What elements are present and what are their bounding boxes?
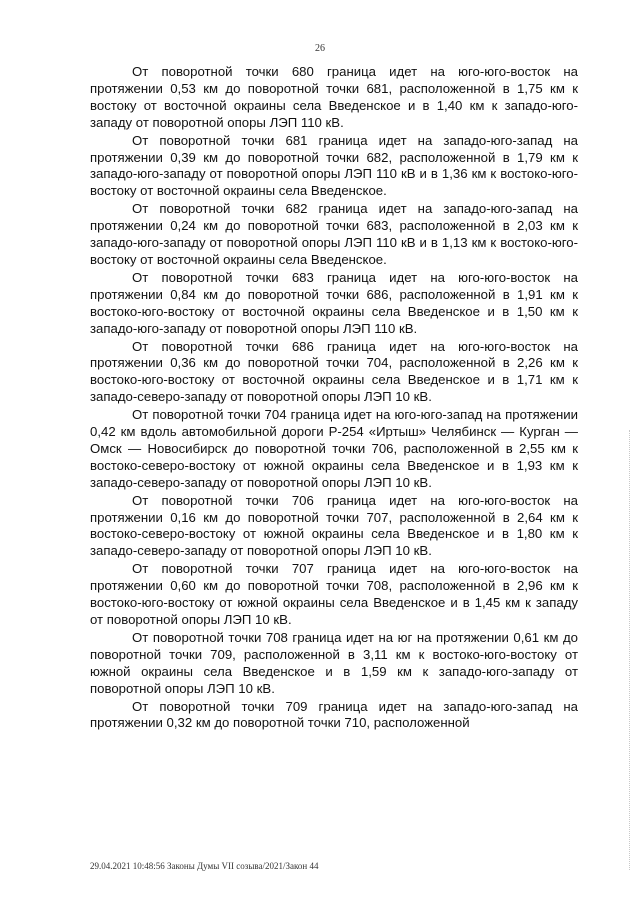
scan-edge-marks bbox=[629, 430, 632, 870]
paragraph: От поворотной точки 708 граница идет на юг на протяжении 0,61 км до поворотной точки 709, расположенной в 3,11 км к востоко-юго-востоку от южной окраины села Введенское и в 1,59 км к западо-юго-западу от поворотной опоры ЛЭП 10 кВ. bbox=[90, 629, 578, 696]
paragraph: От поворотной точки 707 граница идет на юго-юго-восток на протяжении 0,60 км до поворотной точки 708, расположенной в 2,96 км к востоко-юго-востоку от южной окраины села Введенское и в 1,45 км к западу от поворотной опоры ЛЭП 10 кВ. bbox=[90, 561, 578, 627]
paragraph: От поворотной точки 686 граница идет на юго-юго-восток на протяжении 0,36 км до поворотной точки 704, расположенной в 2,26 км к востоко-юго-востоку от восточной окраины села Введенское и в 1,71 км к западо-северо-западу от поворотной опоры ЛЭП 10 кВ. bbox=[90, 338, 578, 405]
paragraph: От поворотной точки 704 граница идет на юго-юго-запад на протяжении 0,42 км вдоль автомобильной дороги Р-254 «Иртыш» Челябинск — Курган — Омск — Новосибирск до поворотной точки 706, расположенной в 2,55 км к востоко-северо-востоку от южной окраины села Введенское и в 1,93 км к западо-северо-западу от поворотной опоры ЛЭП 10 кВ. bbox=[90, 407, 578, 490]
footer-text: 29.04.2021 10:48:56 Законы Думы VII созыва/2021/Закон 44 bbox=[90, 861, 319, 871]
paragraph: От поворотной точки 682 граница идет на западо-юго-запад на протяжении 0,24 км до поворотной точки 683, расположенной в 2,03 км к западо-юго-западу от поворотной опоры ЛЭП 110 кВ и в 1,13 км к востоко-юго-востоку от восточной окраины села Введенское. bbox=[90, 201, 578, 267]
paragraph: От поворотной точки 706 граница идет на юго-юго-восток на протяжении 0,16 км до поворотной точки 707, расположенной в 2,64 км к востоко-северо-востоку от южной окраины села Введенское и в 1,80 км к западо-северо-западу от поворотной опоры ЛЭП 10 кВ. bbox=[90, 492, 578, 559]
paragraph: От поворотной точки 681 граница идет на западо-юго-запад на протяжении 0,39 км до поворотной точки 682, расположенной в 1,79 км к западо-юго-западу от поворотной опоры ЛЭП 110 кВ и в 1,36 км к востоко-юго-востоку от восточной окраины села Введенское. bbox=[90, 132, 578, 199]
document-body bbox=[90, 64, 578, 733]
paragraph: От поворотной точки 683 граница идет на юго-юго-восток на протяжении 0,84 км до поворотной точки 686, расположенной в 1,91 км к востоко-юго-востоку от восточной окраины села Введенское и в 1,50 км к западо-юго-западу от поворотной опоры ЛЭП 110 кВ. bbox=[90, 269, 578, 336]
paragraph: От поворотной точки 680 граница идет на юго-юго-восток на протяжении 0,53 км до поворотной точки 681, расположенной в 1,75 км к востоку от восточной окраины села Введенское и в 1,40 км к западо-юго-западу от поворотной опоры ЛЭП 110 кВ. bbox=[90, 64, 578, 130]
paragraph: От поворотной точки 709 граница идет на западо-юго-запад на протяжении 0,32 км до поворотной точки 710, расположенной bbox=[90, 698, 578, 731]
page-number: 26 bbox=[315, 43, 325, 54]
